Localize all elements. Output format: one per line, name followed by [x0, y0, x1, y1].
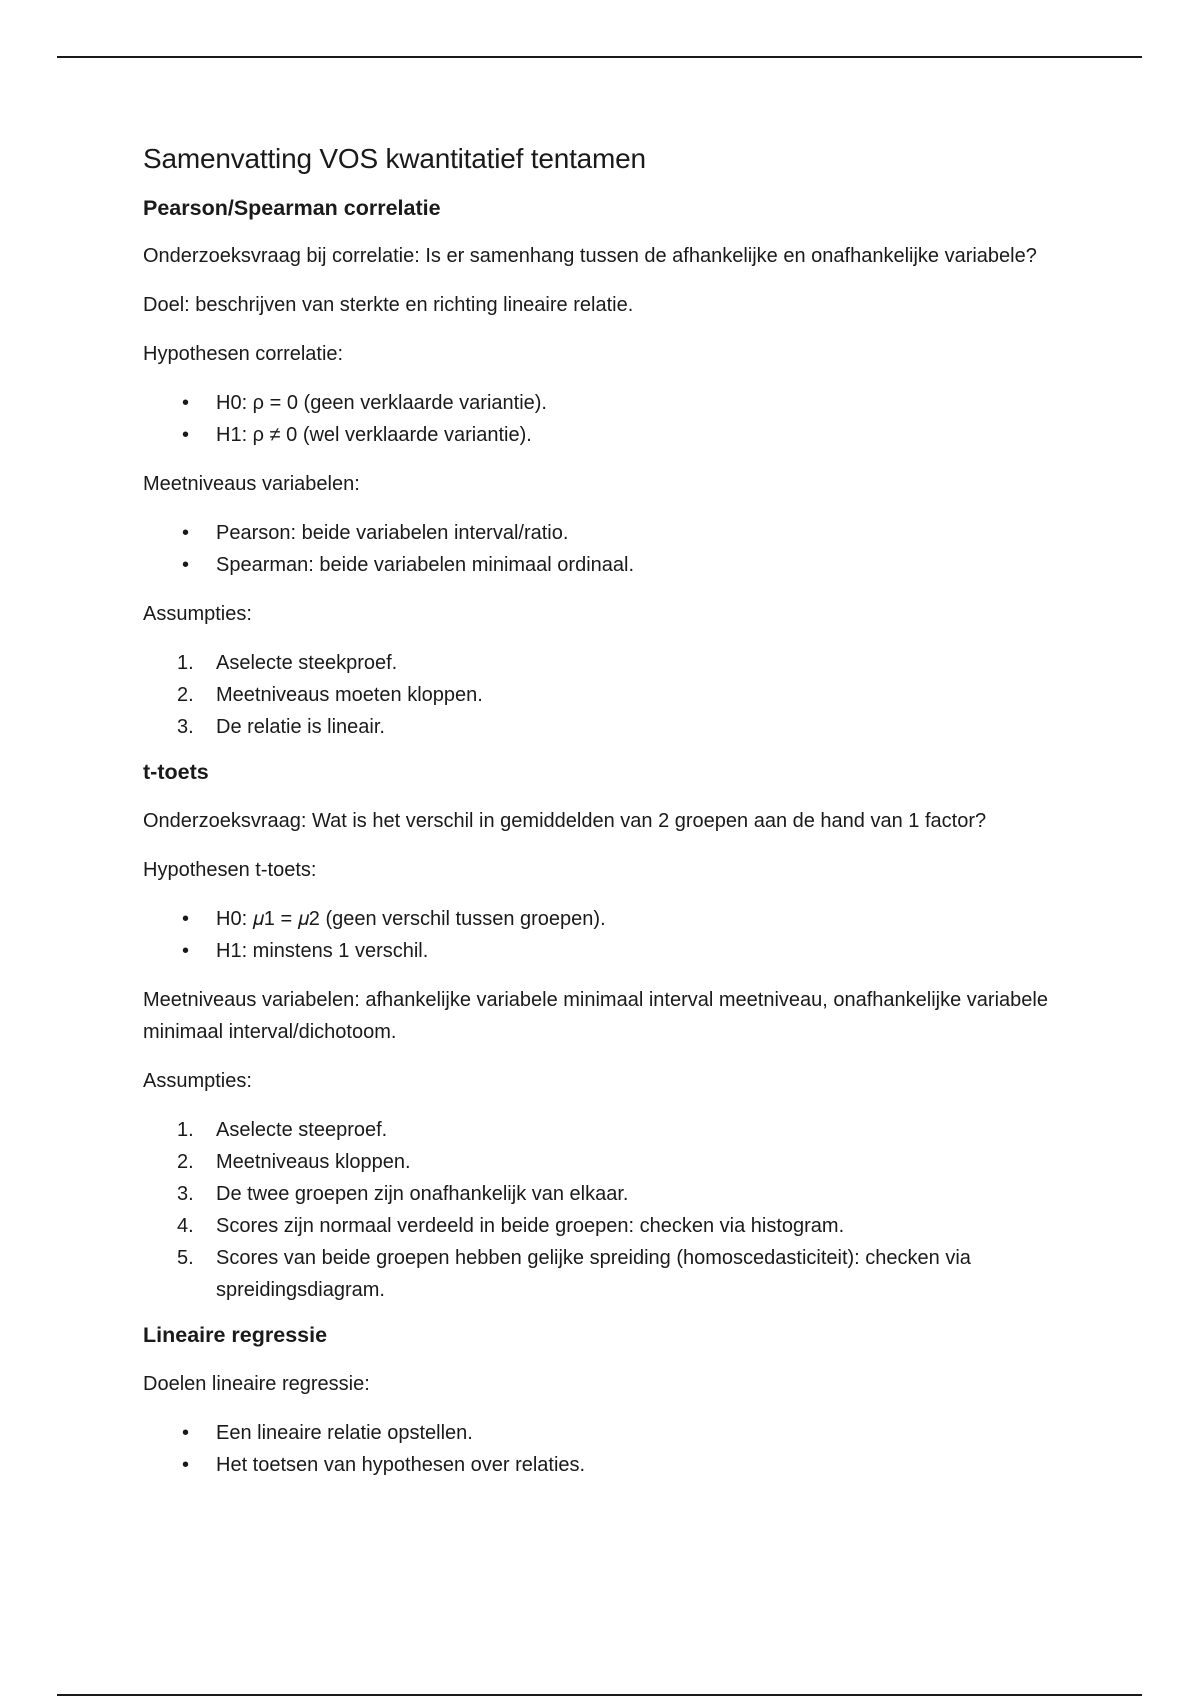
regression-goals-label: Doelen lineaire regressie: — [143, 1372, 370, 1395]
list-item — [143, 1417, 1053, 1449]
bullet-marker: • — [182, 522, 190, 545]
list-item-text: Een lineaire relatie opstellen. — [216, 1421, 473, 1444]
number-marker: 3. — [177, 716, 194, 739]
list-item-text: Meetniveaus kloppen. — [216, 1151, 411, 1174]
list-item — [143, 419, 1053, 451]
document-title: Samenvatting VOS kwantitatief tentamen — [143, 143, 646, 174]
bullet-marker: • — [182, 1421, 190, 1444]
list-item-text: Het toetsen van hypothesen over relaties. — [216, 1453, 586, 1476]
list-item-text: H0: ρ = 0 (geen verklaarde variantie). — [216, 392, 547, 415]
correlation-hypotheses-list — [143, 387, 1053, 451]
bullet-marker: • — [182, 392, 190, 415]
bullet-marker: • — [182, 908, 190, 931]
list-item-text: H1: minstens 1 verschil. — [216, 940, 429, 963]
list-item — [143, 647, 1053, 679]
correlation-goal: Doel: beschrijven van sterkte en richting lineaire relatie. — [143, 294, 634, 317]
list-item — [143, 549, 1053, 581]
section-heading-regression: Lineaire regressie — [143, 1323, 328, 1348]
bullet-marker: • — [182, 554, 190, 577]
ttest-assumptions-list — [143, 1114, 1053, 1306]
list-item — [143, 1449, 1053, 1481]
list-item — [143, 1114, 1053, 1146]
correlation-levels-label: Meetniveaus variabelen: — [143, 473, 360, 496]
correlation-research-question: Onderzoeksvraag bij correlatie: Is er samenhang tussen de afhankelijke en onafhankelijke variabele? — [143, 245, 1037, 268]
correlation-hypotheses-label: Hypothesen correlatie: — [143, 343, 344, 366]
correlation-levels-list — [143, 517, 1053, 581]
ttest-levels: Meetniveaus variabelen: afhankelijke variabele minimaal interval meetniveau, onafhankelijke variabele minimaal interval/dichotoom. — [143, 989, 1048, 1044]
list-item-text: Aselecte steekproef. — [216, 652, 398, 675]
list-item-text: De relatie is lineair. — [216, 716, 385, 739]
number-marker: 3. — [177, 1183, 194, 1206]
list-item — [143, 711, 1053, 743]
number-marker: 2. — [177, 684, 194, 707]
list-item — [143, 517, 1053, 549]
list-item-text: De twee groepen zijn onafhankelijk van elkaar. — [216, 1183, 629, 1206]
page-top-rule — [57, 56, 1142, 58]
correlation-assumptions-label: Assumpties: — [143, 603, 252, 626]
list-item — [143, 679, 1053, 711]
ttest-hypotheses-list — [143, 903, 1053, 967]
list-item-text: Pearson: beide variabelen interval/ratio. — [216, 522, 569, 545]
number-marker: 1. — [177, 1119, 194, 1142]
list-item — [143, 1178, 1053, 1210]
list-item-text: Scores zijn normaal verdeeld in beide groepen: checken via histogram. — [216, 1215, 845, 1238]
document-body — [143, 142, 1053, 1498]
correlation-assumptions-list — [143, 647, 1053, 743]
list-item-text: Aselecte steeproef. — [216, 1119, 388, 1142]
list-item-text: Spearman: beide variabelen minimaal ordinaal. — [216, 554, 635, 577]
list-item — [143, 1210, 1053, 1242]
ttest-hypotheses-label: Hypothesen t-toets: — [143, 859, 317, 882]
list-item — [143, 935, 1053, 967]
section-heading-correlation: Pearson/Spearman correlatie — [143, 195, 441, 220]
number-marker: 5. — [177, 1247, 194, 1270]
number-marker: 4. — [177, 1215, 194, 1238]
list-item-text: H1: ρ ≠ 0 (wel verklaarde variantie). — [216, 424, 532, 447]
ttest-assumptions-label: Assumpties: — [143, 1070, 252, 1093]
bullet-marker: • — [182, 1453, 190, 1476]
regression-goals-list — [143, 1417, 1053, 1481]
section-heading-ttest: t-toets — [143, 760, 209, 785]
list-item-text: H0: 𝜇1 = 𝜇2 (geen verschil tussen groepen). — [216, 908, 606, 931]
list-item — [143, 387, 1053, 419]
ttest-research-question: Onderzoeksvraag: Wat is het verschil in gemiddelden van 2 groepen aan de hand van 1 factor? — [143, 810, 987, 833]
list-item-text: Scores van beide groepen hebben gelijke spreiding (homoscedasticiteit): checken via spreidingsdiagram. — [216, 1247, 971, 1302]
number-marker: 1. — [177, 652, 194, 675]
bullet-marker: • — [182, 940, 190, 963]
list-item — [143, 1146, 1053, 1178]
page-bottom-rule — [57, 1694, 1142, 1696]
list-item — [143, 1242, 1053, 1306]
number-marker: 2. — [177, 1151, 194, 1174]
list-item-text: Meetniveaus moeten kloppen. — [216, 684, 483, 707]
list-item — [143, 903, 1053, 935]
bullet-marker: • — [182, 424, 190, 447]
